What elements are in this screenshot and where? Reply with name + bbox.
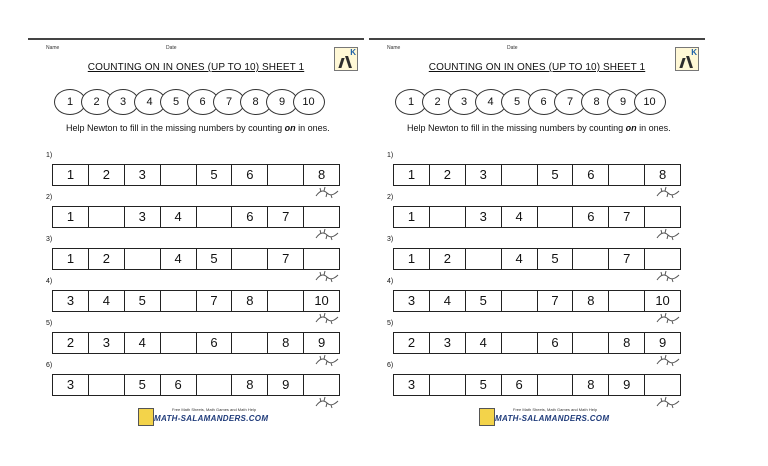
number-cell[interactable]: 6 [161,375,197,395]
number-cell[interactable] [161,333,197,353]
newton-lizard-icon [314,354,340,368]
number-bubble: 4 [475,89,507,115]
number-cell[interactable]: 8 [268,333,304,353]
number-bubble: 6 [187,89,219,115]
number-cell[interactable]: 2 [430,165,466,185]
number-cell[interactable]: 4 [125,333,161,353]
question-label: 5) [387,320,394,327]
newton-lizard-icon [655,270,681,284]
number-cell[interactable]: 4 [161,207,197,227]
number-cell[interactable]: 7 [197,291,233,311]
number-cell[interactable]: 1 [53,165,89,185]
footer-tagline: Free Math Sheets, Math Games and Math Help [172,407,257,412]
number-cell[interactable]: 6 [538,333,574,353]
number-cell[interactable]: 5 [538,165,574,185]
number-row [52,290,340,312]
number-cell[interactable]: 4 [502,207,538,227]
question-label: 2) [387,194,394,201]
instructions-text-end: in ones. [295,123,330,133]
number-cell[interactable]: 8 [232,291,268,311]
number-cell[interactable]: 2 [53,333,89,353]
salamander-logo-icon [479,408,495,426]
number-cell[interactable]: 1 [394,165,430,185]
number-bubble: 2 [81,89,113,115]
number-cell[interactable]: 1 [394,249,430,269]
number-cell[interactable] [502,165,538,185]
number-cell[interactable]: 7 [538,291,574,311]
footer-tagline: Free Math Sheets, Math Games and Math Help [513,407,598,412]
number-bubble: 7 [554,89,586,115]
footer-brand: MATH-SALAMANDERS.COM [495,414,610,423]
number-cell[interactable]: 1 [394,207,430,227]
number-cell[interactable]: 3 [53,291,89,311]
number-row [393,290,681,312]
worksheet-title: COUNTING ON IN ONES (UP TO 10) SHEET 1 [428,62,646,73]
instructions-text-end: in ones. [636,123,671,133]
number-cell[interactable]: 6 [573,165,609,185]
number-cell[interactable]: 8 [317,167,326,182]
worksheet-title: COUNTING ON IN ONES (UP TO 10) SHEET 1 [87,62,305,73]
number-bubble: 10 [293,89,325,115]
number-cell[interactable]: 5 [466,375,502,395]
newton-lizard-icon [314,228,340,242]
number-cell[interactable]: 5 [125,375,161,395]
number-cell[interactable]: 9 [268,375,304,395]
date-label: Date [166,45,177,51]
number-cell[interactable]: 3 [394,375,430,395]
number-row [52,374,340,396]
number-row [393,332,681,354]
footer-brand: MATH-SALAMANDERS.COM [154,414,269,423]
number-cell[interactable] [466,249,502,269]
newton-lizard-icon [655,396,681,410]
number-cell[interactable]: 8 [658,167,667,182]
number-cell[interactable] [304,375,339,395]
number-cell[interactable] [89,375,125,395]
question-label: 5) [46,320,53,327]
instructions-emphasis: on [625,123,637,133]
number-cell[interactable]: 2 [430,249,466,269]
number-cell[interactable]: 1 [53,249,89,269]
number-cell[interactable]: 5 [538,249,574,269]
number-cell[interactable] [125,249,161,269]
number-bubble: 8 [581,89,613,115]
number-cell[interactable]: 4 [161,249,197,269]
name-label: Name [387,45,401,51]
grade-letter: K [691,48,697,57]
number-row [52,164,340,186]
number-cell[interactable] [502,291,538,311]
salamander-logo-icon [138,408,154,426]
number-cell[interactable]: 2 [394,333,430,353]
instructions-emphasis: on [284,123,296,133]
number-cell[interactable]: 7 [609,249,645,269]
number-cell[interactable]: 8 [573,291,609,311]
number-cell[interactable] [609,291,645,311]
number-cell[interactable] [304,249,339,269]
number-row [52,332,340,354]
footer-logo [136,404,269,430]
number-cell[interactable]: 5 [125,291,161,311]
newton-lizard-icon [314,396,340,410]
number-cell[interactable]: 5 [466,291,502,311]
number-cell[interactable]: 6 [232,207,268,227]
number-cell[interactable] [161,291,197,311]
question-label: 3) [387,236,394,243]
number-cell[interactable] [645,375,680,395]
number-cell[interactable]: 5 [197,249,233,269]
question-label: 6) [387,362,394,369]
number-cell[interactable]: 3 [394,291,430,311]
number-bubble: 1 [54,89,86,115]
instructions-text: Help Newton to fill in the missing numbers by counting [407,123,626,133]
number-cell[interactable]: 8 [609,333,645,353]
number-cell[interactable]: 1 [53,207,89,227]
number-cell[interactable]: 6 [197,333,233,353]
number-cell[interactable]: 8 [573,375,609,395]
number-row [393,206,681,228]
question-label: 1) [46,152,53,159]
newton-lizard-icon [314,186,340,200]
number-cell[interactable]: 5 [197,165,233,185]
number-cell[interactable] [89,207,125,227]
number-cell[interactable] [645,249,680,269]
number-cell[interactable]: 4 [430,291,466,311]
number-cell[interactable]: 6 [573,207,609,227]
number-bubble: 10 [634,89,666,115]
header-rule [28,38,364,40]
number-cell[interactable]: 2 [89,165,125,185]
number-cell[interactable]: 4 [89,291,125,311]
number-cell[interactable]: 10 [314,293,329,308]
number-bubble: 2 [422,89,454,115]
number-cell[interactable]: 4 [502,249,538,269]
number-cell[interactable] [573,249,609,269]
number-row [393,164,681,186]
number-cell[interactable]: 7 [268,249,304,269]
worksheet-right [369,38,705,438]
number-bubble: 3 [107,89,139,115]
newton-lizard-icon [655,354,681,368]
number-bubble: 5 [160,89,192,115]
number-row [393,248,681,270]
number-bubble: 9 [607,89,639,115]
number-cell[interactable]: 6 [232,165,268,185]
name-label: Name [46,45,60,51]
number-cell[interactable]: 3 [430,333,466,353]
number-cell[interactable]: 6 [502,375,538,395]
number-cell[interactable]: 3 [125,207,161,227]
date-label: Date [507,45,518,51]
number-cell[interactable]: 3 [53,375,89,395]
grade-letter: K [350,48,356,57]
number-bubble: 5 [501,89,533,115]
number-cell[interactable] [197,375,233,395]
number-bubble: 4 [134,89,166,115]
number-row [393,374,681,396]
footer-logo [477,404,610,430]
question-label: 3) [46,236,53,243]
number-cell[interactable]: 3 [125,165,161,185]
number-cell[interactable]: 7 [268,207,304,227]
number-cell[interactable]: 3 [466,165,502,185]
instructions [66,121,356,135]
worksheet-left [28,38,364,438]
number-cell[interactable] [161,165,197,185]
number-cell[interactable] [502,333,538,353]
number-cell[interactable] [197,207,233,227]
number-cell[interactable] [609,165,645,185]
number-cell[interactable] [232,249,268,269]
number-bubble: 1 [395,89,427,115]
number-cell[interactable] [645,207,680,227]
newton-lizard-icon [655,186,681,200]
number-cell[interactable]: 9 [317,335,326,350]
number-cell[interactable]: 3 [466,207,502,227]
number-cell[interactable]: 10 [655,293,670,308]
number-cell[interactable] [538,375,574,395]
number-cell[interactable]: 7 [609,207,645,227]
question-label: 2) [46,194,53,201]
number-cell[interactable] [268,165,304,185]
number-cell[interactable] [268,291,304,311]
number-bubble: 3 [448,89,480,115]
number-cell[interactable] [304,207,339,227]
number-cell[interactable]: 4 [466,333,502,353]
question-label: 4) [46,278,53,285]
number-cell[interactable] [573,333,609,353]
number-row [52,206,340,228]
newton-lizard-icon [314,312,340,326]
question-label: 6) [46,362,53,369]
number-cell[interactable]: 8 [232,375,268,395]
newton-lizard-icon [314,270,340,284]
number-bubble: 6 [528,89,560,115]
number-cell[interactable] [430,375,466,395]
question-label: 1) [387,152,394,159]
number-cell[interactable]: 3 [89,333,125,353]
instructions [407,121,697,135]
number-cell[interactable] [430,207,466,227]
number-bubble: 8 [240,89,272,115]
number-row [52,248,340,270]
number-cell[interactable] [232,333,268,353]
number-bubble: 9 [266,89,298,115]
number-cell[interactable]: 9 [609,375,645,395]
number-cell[interactable]: 9 [658,335,667,350]
instructions-text: Help Newton to fill in the missing numbers by counting [66,123,285,133]
number-cell[interactable] [538,207,574,227]
newton-lizard-icon [655,228,681,242]
number-bubble: 7 [213,89,245,115]
question-label: 4) [387,278,394,285]
header-rule [369,38,705,40]
newton-lizard-icon [655,312,681,326]
number-cell[interactable]: 2 [89,249,125,269]
